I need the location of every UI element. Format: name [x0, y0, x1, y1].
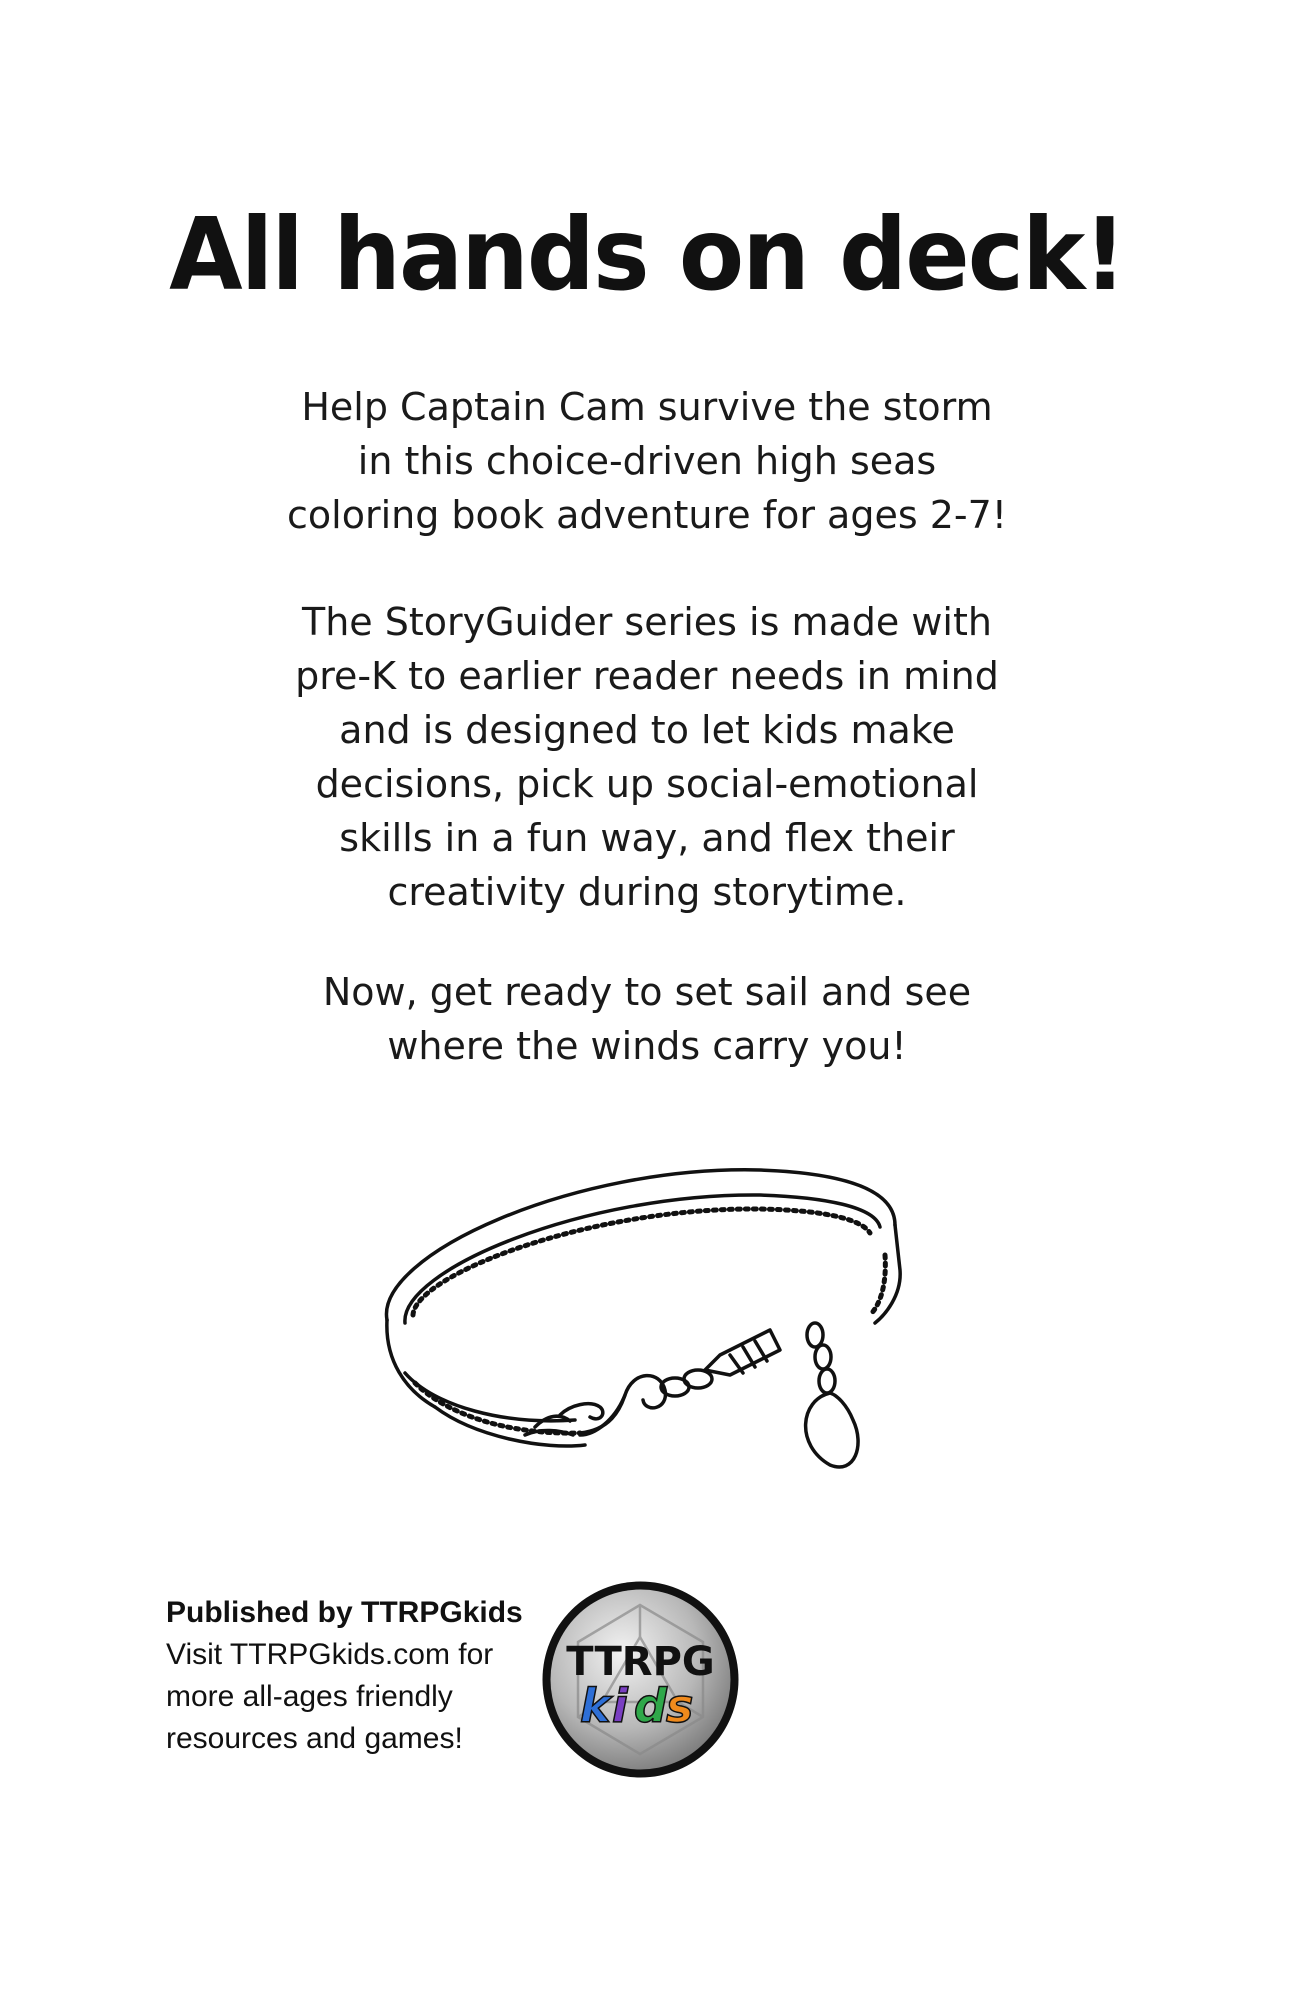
logo-ttrpg-text: TTRPG — [566, 1639, 715, 1685]
rope-bracelet-icon — [375, 1145, 915, 1480]
publisher-description: Visit TTRPGkids.com for more all-ages friendly resources and games! — [166, 1638, 494, 1755]
logo-kids-s: s — [666, 1679, 694, 1733]
logo-kids-k: k — [580, 1679, 611, 1733]
publisher-heading: Published by TTRPGkids — [166, 1596, 523, 1629]
intro-paragraph: Help Captain Cam survive the storm in this choice-driven high seas coloring book adventure for ages 2-7! — [287, 385, 1007, 537]
series-paragraph: The StoryGuider series is made with pre-K to earlier reader needs in mind and is designed to let kids make decisions, pick up social-emotional skills in a fun way, and flex their creativity during storytime. — [295, 600, 999, 914]
logo-kids-i: i — [612, 1679, 628, 1733]
page-title: All hands on deck! — [169, 196, 1125, 313]
logo-kids-d: d — [634, 1679, 667, 1733]
ttrpgkids-logo — [538, 1577, 743, 1782]
publisher-block — [166, 1592, 536, 1760]
closing-paragraph: Now, get ready to set sail and see where the winds carry you! — [322, 970, 972, 1068]
